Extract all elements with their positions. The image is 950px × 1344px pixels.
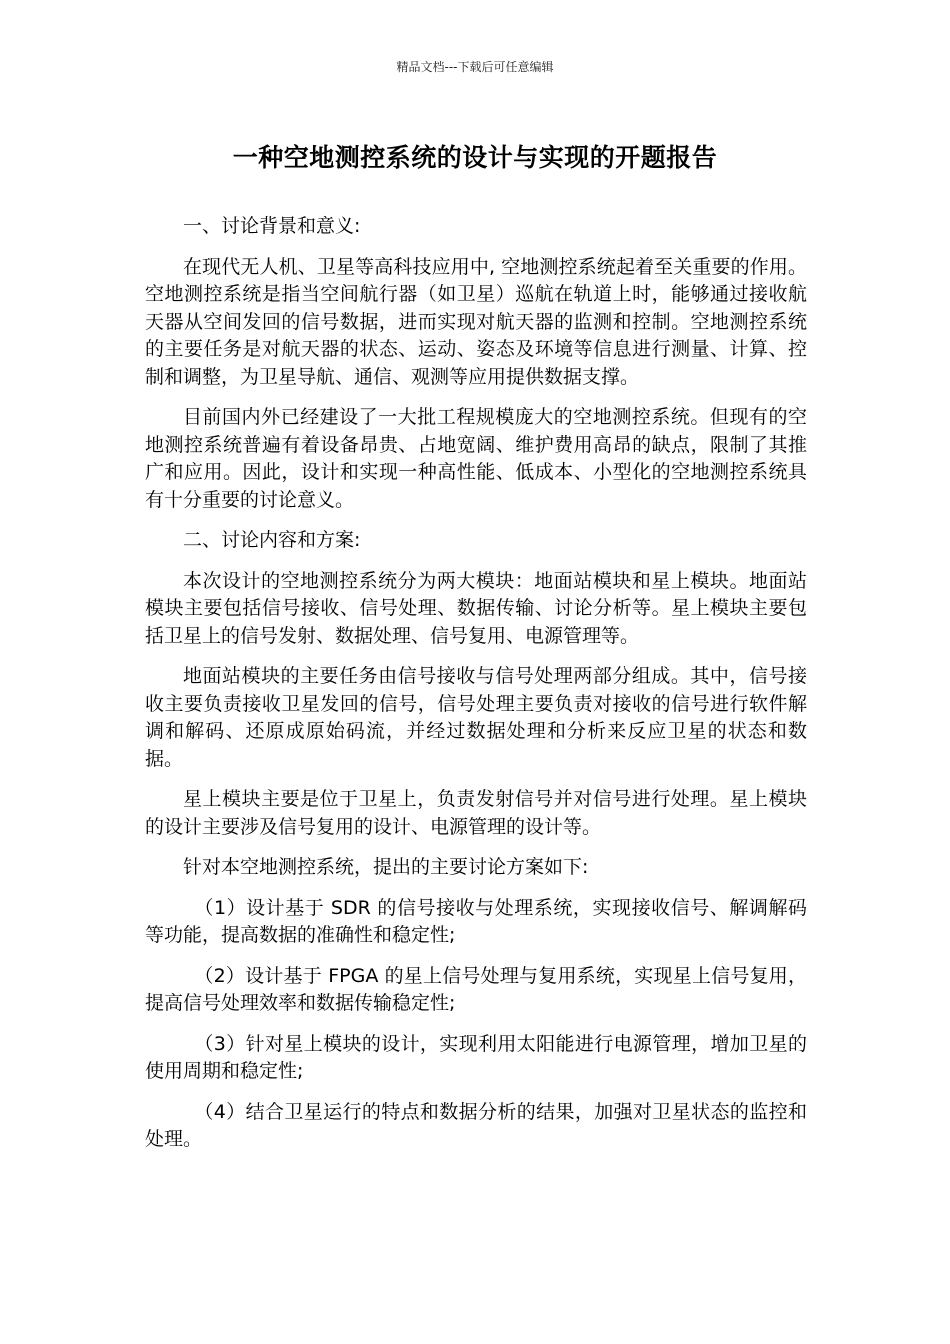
document-title: 一种空地测控系统的设计与实现的开题报告: [232, 143, 718, 172]
paragraph-content-3: 星上模块主要是位于卫星上，负责发射信号并对信号进行处理。星上模块的设计主要涉及信号复用的设计、电源管理的设计等。: [145, 788, 807, 838]
section-heading-background: 一、讨论背景和意义:: [183, 215, 361, 237]
page-header-note: 精品文档---下载后可任意编辑: [396, 60, 554, 74]
plan-item-1: （1）设计基于 SDR 的信号接收与处理系统，实现接收信号、解调解码等功能，提高数据的准确性和稳定性;: [145, 896, 807, 946]
document-body: [145, 213, 807, 1167]
plan-item-2: （2）设计基于 FPGA 的星上信号处理与复用系统，实现星上信号复用，提高信号处理效率和数据传输稳定性;: [145, 964, 807, 1014]
paragraph-content-1: 本次设计的空地测控系统分为两大模块：地面站模块和星上模块。地面站模块主要包括信号接收、信号处理、数据传输、讨论分析等。星上模块主要包括卫星上的信号发射、数据处理、信号复用、电源管理等。: [145, 569, 807, 647]
paragraph-background-1: 在现代无人机、卫星等高科技应用中, 空地测控系统起着至关重要的作用。空地测控系统是指当空间航行器（如卫星）巡航在轨道上时，能够通过接收航天器从空间发回的信号数据，进而实现对航天器的监测和控制。空地测控系统的主要任务是对航天器的状态、运动、姿态及环境等信息进行测量、计算、控制和调整，为卫星导航、通信、观测等应用提供数据支撑。: [145, 255, 807, 388]
section-heading-content: 二、讨论内容和方案:: [183, 529, 361, 551]
plan-item-3: （3）针对星上模块的设计，实现利用太阳能进行电源管理，增加卫星的使用周期和稳定性;: [145, 1032, 807, 1082]
paragraph-background-2: 目前国内外已经建设了一大批工程规模庞大的空地测控系统。但现有的空地测控系统普遍有着设备昂贵、占地宽阔、维护费用高昂的缺点，限制了其推广和应用。因此，设计和实现一种高性能、低成本、小型化的空地测控系统具有十分重要的讨论意义。: [145, 406, 807, 511]
paragraph-content-4: 针对本空地测控系统，提出的主要讨论方案如下:: [183, 856, 589, 878]
paragraph-content-2: 地面站模块的主要任务由信号接收与信号处理两部分组成。其中，信号接收主要负责接收卫星发回的信号，信号处理主要负责对接收的信号进行软件解调和解码、还原成原始码流，并经过数据处理和分析来反应卫星的状态和数据。: [145, 665, 807, 770]
plan-item-4: （4）结合卫星运行的特点和数据分析的结果，加强对卫星状态的监控和处理。: [145, 1100, 807, 1150]
